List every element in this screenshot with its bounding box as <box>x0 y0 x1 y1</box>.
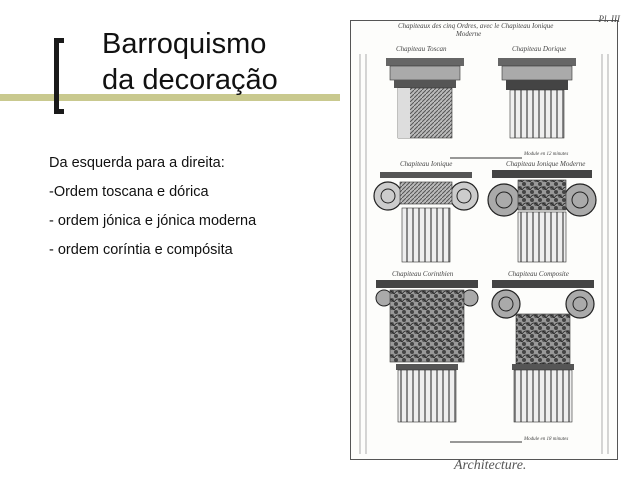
label-corinthien: Chapiteau Corinthien <box>392 270 454 278</box>
label-toscan: Chapiteau Toscan <box>396 45 447 53</box>
body-line: - ordem jónica e jónica moderna <box>49 213 257 229</box>
label-dorique: Chapiteau Dorique <box>512 45 567 53</box>
scale-label: Module en 12 minutes <box>524 152 569 157</box>
plate-number: Pl. III <box>598 14 620 24</box>
plate-footer: Architecture. <box>454 458 527 473</box>
slide-title <box>102 26 342 98</box>
corinthien-capital <box>376 280 478 422</box>
body-line: -Ordem toscana e dórica <box>49 184 209 200</box>
label-composite: Chapiteau Composite <box>508 270 569 278</box>
ionique-capital <box>374 172 478 262</box>
label-ionique-moderne: Chapiteau Ionique Moderne <box>506 160 586 168</box>
title-line-1: Barroquismo <box>102 28 267 60</box>
body-line: Da esquerda para a direita: <box>49 155 225 171</box>
engraving-plate <box>346 14 624 474</box>
ionique-moderne-capital <box>488 170 596 262</box>
title-line-2: da decoração <box>102 64 278 96</box>
capitals-illustration <box>346 14 624 474</box>
plate-header: Chapiteaux des cinq Ordres, avec le Chapiteau Ionique <box>398 22 554 30</box>
dorique-capital <box>498 58 576 138</box>
label-ionique: Chapiteau Ionique <box>400 160 453 168</box>
slide-body <box>49 153 329 269</box>
plate-subheader: Moderne <box>456 30 482 38</box>
bracket-decoration <box>54 38 64 114</box>
scale-label-bottom: Module en 18 minutes <box>524 437 569 442</box>
composite-capital <box>492 280 594 422</box>
toscan-capital <box>386 58 464 138</box>
body-line: - ordem coríntia e compósita <box>49 242 233 258</box>
